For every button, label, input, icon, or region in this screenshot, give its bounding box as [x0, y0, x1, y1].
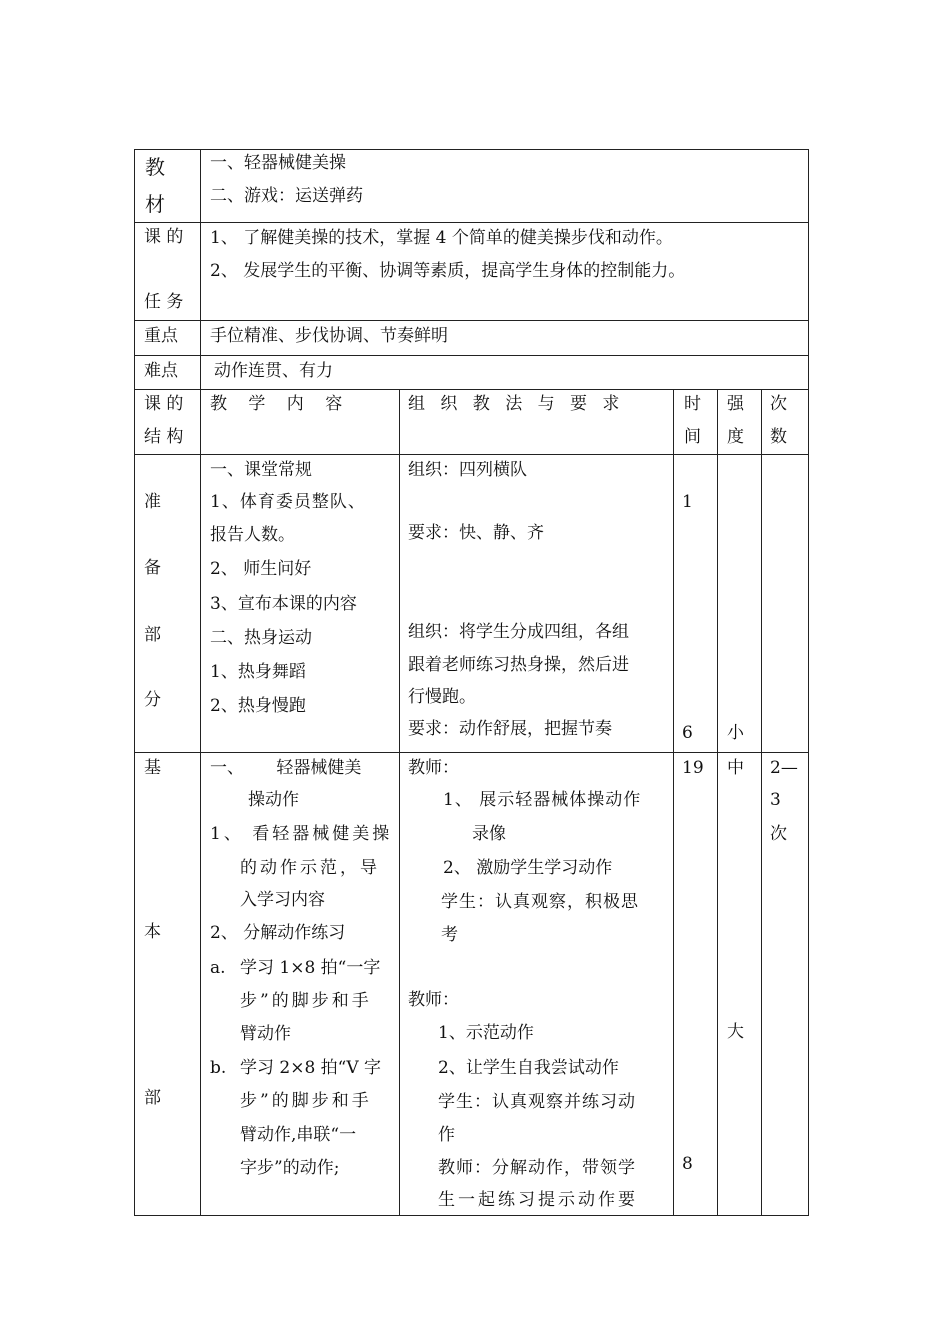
basic-intensity: 大: [727, 1022, 744, 1042]
prep-method-line: 要求：动作舒展，把握节奏: [408, 719, 612, 739]
basic-label: 部: [144, 1088, 161, 1108]
basic-time: 19: [682, 758, 704, 778]
prep-time: 6: [682, 723, 693, 743]
header-time: 间: [684, 427, 701, 447]
basic-count: 2—: [770, 758, 798, 778]
prep-content-line: 报告人数。: [210, 525, 295, 545]
basic-content-line: 一、 轻器械健美: [210, 758, 362, 778]
prep-content-line: 3、宣布本课的内容: [210, 594, 357, 614]
key-point-label: 重点: [144, 326, 178, 346]
prep-label: 准: [144, 492, 161, 512]
basic-content-line: 学习 2×8 拍“V 字: [240, 1058, 382, 1078]
basic-content-marker: b.: [210, 1058, 227, 1078]
header-intensity: 强: [727, 394, 744, 414]
lesson-plan-table: [134, 149, 809, 1216]
task-label: 任 务: [144, 292, 184, 312]
prep-method-line: 跟着老师练习热身操，然后进: [408, 655, 629, 675]
basic-content-line: 1、 看轻器械健美操: [210, 824, 393, 844]
basic-method-line: 学生：认真观察并练习动: [438, 1092, 636, 1112]
basic-method-line: 1、示范动作: [438, 1023, 534, 1043]
header-count: 数: [770, 427, 787, 447]
basic-time: 8: [682, 1154, 693, 1174]
basic-method-line: 2、 激励学生学习动作: [443, 858, 613, 878]
basic-content-line: 学习 1×8 拍“一字: [240, 958, 381, 978]
header-content: 教 学 内 容: [210, 394, 343, 414]
header-count: 次: [770, 394, 787, 414]
task-item: 2、 发展学生的平衡、协调等素质，提高学生身体的控制能力。: [210, 261, 686, 281]
basic-content-line: 操动作: [248, 790, 299, 810]
basic-method-line: 学生：认真观察，积极思: [441, 892, 639, 912]
basic-label: 本: [144, 922, 161, 942]
prep-content-line: 二、热身运动: [210, 628, 312, 648]
column-divider: [761, 389, 762, 1216]
material-item: 二、游戏：运送弹药: [210, 186, 363, 206]
material-item: 一、轻器械健美操: [210, 153, 346, 173]
row-divider: [134, 355, 809, 356]
prep-content-line: 1、热身舞蹈: [210, 662, 306, 682]
header-structure: 课 的: [144, 394, 184, 414]
basic-content-marker: a.: [210, 958, 226, 978]
basic-method-line: 作: [438, 1125, 455, 1145]
prep-label: 分: [144, 690, 161, 710]
column-divider: [673, 389, 674, 1216]
basic-method-line: 生一起练习提示动作要: [438, 1190, 638, 1210]
prep-content-line: 一、课堂常规: [210, 460, 312, 480]
prep-label: 部: [144, 625, 161, 645]
key-point-text: 手位精准、步伐协调、节奏鲜明: [210, 326, 448, 346]
prep-time: 1: [682, 492, 693, 512]
prep-method-line: 组织：将学生分成四组，各组: [408, 622, 629, 642]
prep-method-line: 要求：快、静、齐: [408, 523, 544, 543]
basic-content-line: 步”的脚步和手: [240, 1091, 372, 1111]
row-divider: [134, 454, 809, 455]
basic-method-line: 教师：: [408, 758, 459, 778]
material-label: 教: [145, 155, 165, 179]
header-intensity: 度: [727, 427, 744, 447]
task-item: 1、 了解健美操的技术，掌握 4 个简单的健美操步伐和动作。: [210, 228, 673, 248]
basic-method-line: 教师：: [408, 990, 459, 1010]
header-method: 组 织 教 法 与 要 求: [408, 394, 620, 414]
basic-count: 次: [770, 824, 787, 844]
basic-method-line: 1、 展示轻器械体操动作: [443, 790, 642, 810]
basic-method-line: 录像: [472, 824, 506, 844]
header-structure: 结 构: [144, 427, 184, 447]
basic-content-line: 2、 分解动作练习: [210, 923, 346, 943]
prep-content-line: 2、热身慢跑: [210, 696, 306, 716]
header-time: 时: [684, 394, 701, 414]
basic-method-line: 考: [441, 925, 458, 945]
prep-label: 备: [144, 558, 161, 578]
prep-intensity: 小: [727, 723, 744, 743]
column-divider: [200, 149, 201, 1216]
task-label: 课 的: [144, 227, 184, 247]
basic-content-line: 的动作示范，导: [240, 858, 380, 878]
basic-content-line: 字步”的动作;: [240, 1158, 340, 1178]
row-divider: [134, 320, 809, 321]
prep-method-line: 行慢跑。: [408, 687, 476, 707]
basic-count: 3: [770, 790, 781, 810]
basic-intensity: 中: [727, 758, 744, 778]
basic-method-line: 教师：分解动作，带领学: [438, 1158, 636, 1178]
row-divider: [134, 389, 809, 390]
basic-content-line: 入学习内容: [240, 890, 325, 910]
row-divider: [134, 752, 809, 753]
basic-method-line: 2、让学生自我尝试动作: [438, 1058, 619, 1078]
prep-method-line: 组织：四列横队: [408, 460, 527, 480]
difficulty-text: 动作连贯、有力: [214, 361, 333, 381]
column-divider: [399, 389, 400, 1216]
basic-label: 基: [144, 758, 161, 778]
column-divider: [717, 389, 718, 1216]
row-divider: [134, 222, 809, 223]
difficulty-label: 难点: [144, 361, 178, 381]
basic-content-line: 臂动作,串联“一: [240, 1125, 357, 1145]
prep-content-line: 2、 师生问好: [210, 559, 312, 579]
basic-content-line: 步”的脚步和手: [240, 991, 372, 1011]
basic-content-line: 臂动作: [240, 1024, 291, 1044]
material-label: 材: [145, 192, 165, 216]
prep-content-line: 1、体育委员整队、: [210, 492, 366, 512]
